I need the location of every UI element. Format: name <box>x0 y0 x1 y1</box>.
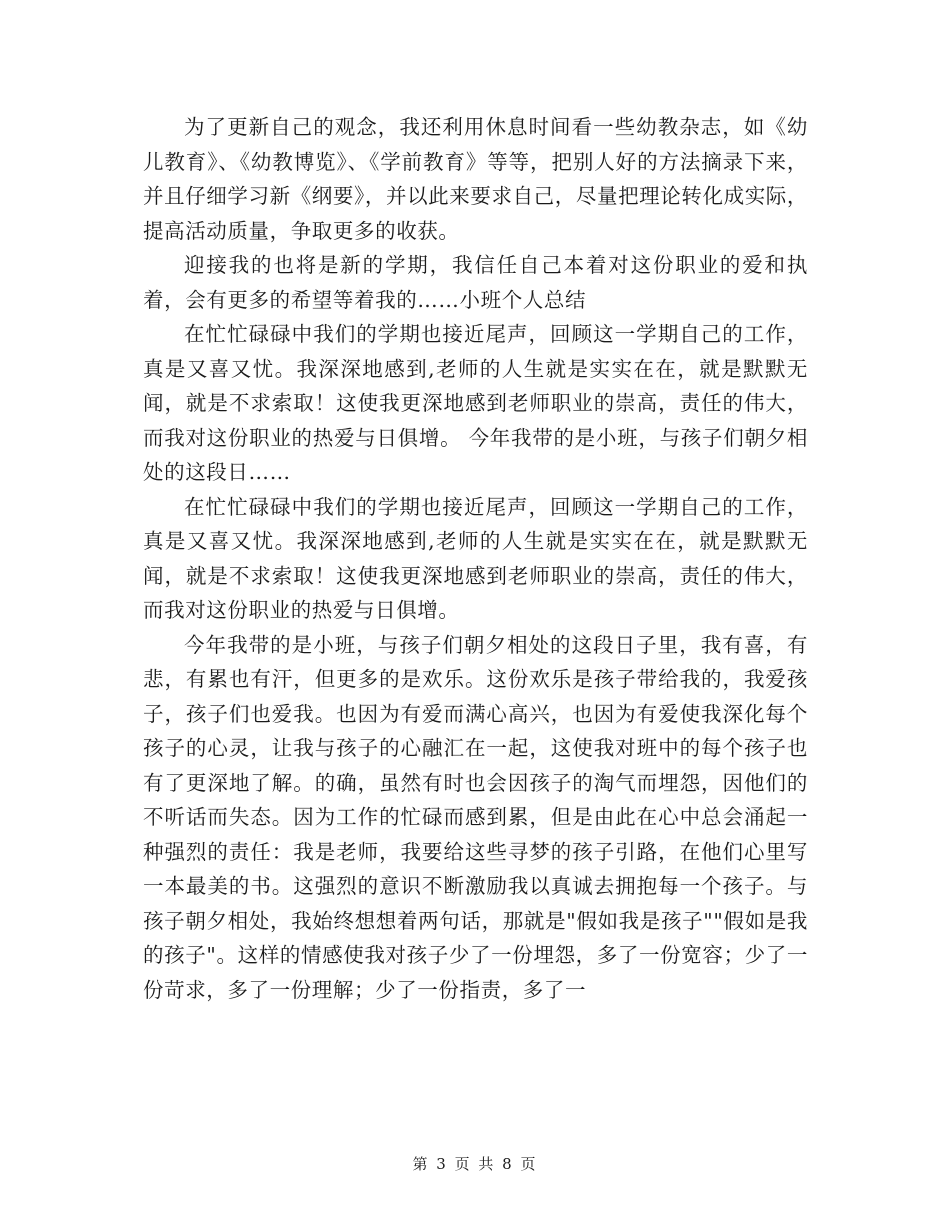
paragraph: 在忙忙碌碌中我们的学期也接近尾声，回顾这一学期自己的工作，真是又喜又忧。我深深地感到,老师的人生就是实实在在，就是默默无闻，就是不求索取！这使我更深地感到老师职业的崇高，责任的伟大，而我对这份职业的热爱与日俱增。 <box>143 494 808 622</box>
page-footer: 第 3 页 共 8 页 <box>412 1155 538 1173</box>
document-body <box>143 110 808 1007</box>
paragraph: 今年我带的是小班，与孩子们朝夕相处的这段日子里，我有喜，有悲，有累也有汗，但更多的是欢乐。这份欢乐是孩子带给我的，我爱孩子，孩子们也爱我。也因为有爱而满心高兴，也因为有爱使我深化每个孩子的心灵，让我与孩子的心融汇在一起，这使我对班中的每个孩子也有了更深地了解。的确，虽然有时也会因孩子的淘气而埋怨，因他们的不听话而失态。因为工作的忙碌而感到累，但是由此在心中总会涌起一种强烈的责任：我是老师，我要给这些寻梦的孩子引路，在他们心里写一本最美的书。这强烈的意识不断激励我以真诚去拥抱每一个孩子。与孩子朝夕相处，我始终想想着两句话，那就是"假如我是孩子""假如是我的孩子"。这样的情感使我对孩子少了一份埋怨，多了一份宽容；少了一份苛求，多了一份理解；少了一份指责，多了一 <box>143 632 808 1002</box>
paragraph: 迎接我的也将是新的学期，我信任自己本着对这份职业的爱和执着，会有更多的希望等着我的……小班个人总结 <box>143 253 808 312</box>
paragraph: 在忙忙碌碌中我们的学期也接近尾声，回顾这一学期自己的工作，真是又喜又忧。我深深地感到,老师的人生就是实实在在，就是默默无闻，就是不求索取！这使我更深地感到老师职业的崇高，责任的伟大，而我对这份职业的热爱与日俱增。 今年我带的是小班，与孩子们朝夕相处的这段日…… <box>143 322 808 484</box>
paragraph: 为了更新自己的观念，我还利用休息时间看一些幼教杂志，如《幼儿教育》、《幼教博览》、《学前教育》等等，把别人好的方法摘录下来，并且仔细学习新《纲要》，并以此来要求自己，尽量把理论转化成实际，提高活动质量，争取更多的收获。 <box>143 115 808 243</box>
